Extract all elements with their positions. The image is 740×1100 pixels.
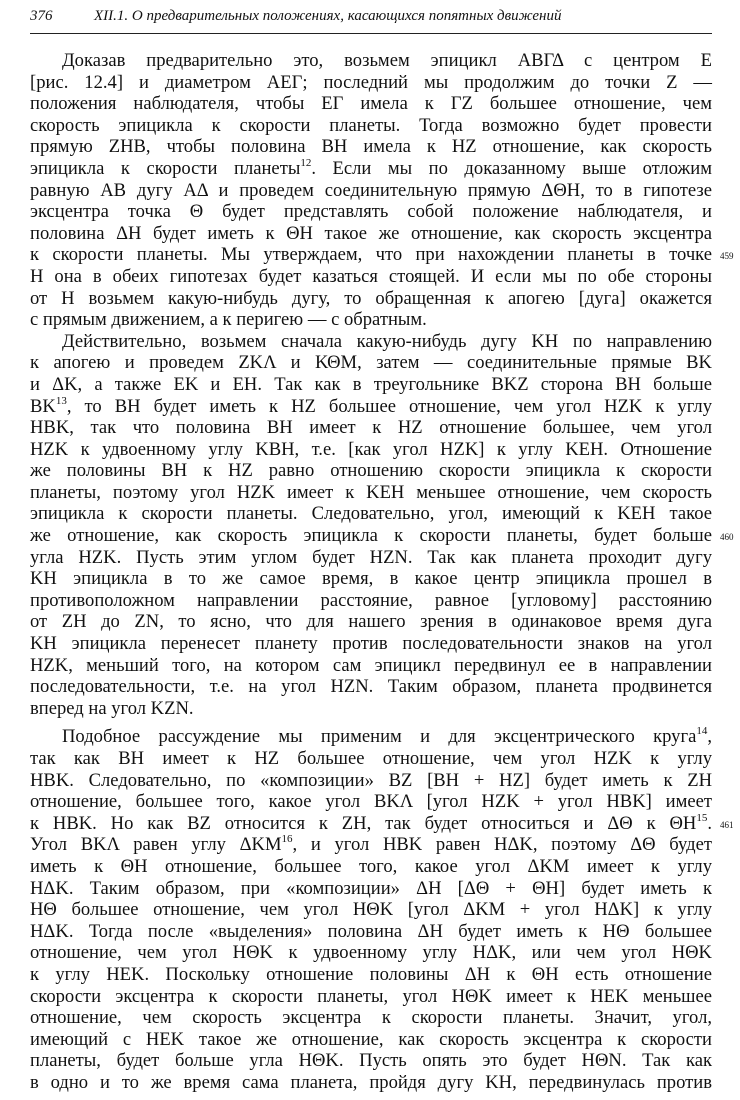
text-line: Доказав предварительно это, возьмем эпицикл ΑΒΓΔ с центром Ε (62, 50, 712, 71)
text-line: равную ΑΒ дугу ΑΔ и проведем соединительную прямую ΔΘΗ, то в гипотезе (30, 179, 712, 201)
text-line: к углу ΗΕΚ. Поскольку отношение половины ΔΗ к ΘΗ есть отношение (30, 963, 712, 985)
header-rule (30, 33, 712, 34)
footnote-ref: 13 (55, 394, 67, 407)
margin-number-461: 461 (720, 819, 734, 830)
text-line: ΗΔΚ. Таким образом, при «композиции» ΔΗ [ΔΘ + ΘΗ] будет иметь к (30, 877, 712, 899)
text-line: же отношение, как скорость эпицикла к скорости планеты, будет больше 460 (30, 525, 712, 547)
text-line: противоположном направлении расстояние, равное [угловому] расстоянию (30, 589, 712, 611)
paragraph-3 (30, 725, 734, 1093)
text-line: ΗΘ большее отношение, чем угол ΗΘΚ [угол ΔΚΜ + угол ΗΔΚ] к углу (30, 899, 712, 921)
text-line: к ΗΒΚ. Но как ΒΖ относится к ΖΗ, так будет относиться и ΔΘ к ΘΗ$^{15}$. 461 (30, 813, 712, 835)
text-line: от Η возьмем какую-нибудь дугу, то обращенная к апогею [дуга] окажется (30, 287, 712, 309)
text-line: ΚΗ эпицикла в то же самое время, в какое центр эпицикла прошел в (30, 568, 712, 590)
text-line: планеты, будет больше угла ΗΘΚ. Пусть опять это будет ΗΘΝ. Так как (30, 1050, 712, 1072)
footnote-ref: 16 (281, 833, 293, 846)
margin-number-459: 459 (720, 251, 734, 262)
text-line: имеющий с ΗΕΚ такое же отношение, как скорость эксцентра к скорости (30, 1028, 712, 1050)
text-line: планеты, поэтому угол ΗΖΚ имеет к ΚΕΗ меньшее отношение, чем скорость (30, 481, 712, 503)
text-line: иметь к ΘΗ отношение, большее того, какое угол ΔΚΜ имеет к углу (30, 855, 712, 877)
text-line: положения наблюдателя, чтобы ΕΓ имела к ΓΖ большее отношение, чем (30, 93, 712, 115)
text-line: ΗΒΚ. Следовательно, по «композиции» ΒΖ [ΒΗ + ΗΖ] будет иметь к ΖΗ (30, 769, 712, 791)
page-number: 376 (30, 8, 53, 24)
text-line: в одно и то же время сама планета, пройдя дугу ΚΗ, передвинулась против (30, 1071, 712, 1093)
text-line: отношение, чем угол ΗΘΚ к удвоенному углу ΗΔΚ, или чем угол ΗΘΚ (30, 942, 712, 964)
text-line: так как ΒΗ имеет к ΗΖ большее отношение, чем угол ΗΖΚ к углу (30, 748, 712, 769)
text-line: прямую ΖΗΒ, чтобы половина ΒΗ имела к ΗΖ отношение, как скорость (30, 136, 712, 158)
text-line: ΗΔΚ. Тогда после «выделения» половина ΔΗ будет иметь к ΗΘ большее (30, 920, 712, 942)
text-line: ΗΒΚ, так что половина ΒΗ имеет к ΗΖ отношение большее, чем угол (30, 417, 712, 439)
text-line: скорости эксцентра к скорости планеты, угол ΗΘΚ имеет к ΗΕΚ меньшее (30, 985, 712, 1007)
footnote-ref: 12 (300, 156, 312, 169)
running-title: XII.1. О предварительных положениях, касающихся попятных движений (94, 8, 562, 24)
page-body (30, 50, 734, 1094)
text-line: Подобное рассуждение мы применим и для эксцентрического круга$^{14}$, (62, 725, 712, 748)
text-line: эпицикла к скорости планеты. Следовательно, угол, имеющий к ΚΕΗ такое (30, 503, 712, 525)
text-line: эксцентра точка Θ будет представлять собой положение наблюдателя, и (30, 201, 712, 223)
paragraph-2 (30, 330, 734, 720)
paragraph-1 (30, 50, 734, 331)
text-line: с прямым движением, а к перигею — с обратным. (30, 309, 427, 331)
margin-number-460: 460 (720, 532, 734, 543)
footnote-ref: 14 (696, 725, 708, 738)
text-line: вперед на угол ΚΖΝ. (30, 697, 194, 719)
text-line: половина ΔΗ будет иметь к ΘΗ такое же отношение, как скорость эксцентра (30, 222, 712, 244)
text-line: угла ΗΖΚ. Пусть этим углом будет ΗΖΝ. Так как планета проходит дугу (30, 546, 712, 568)
text-line: последовательности, т.е. на угол ΗΖΝ. Таким образом, планета продвинется (30, 676, 712, 698)
text-line: и ΔΚ, а также ΕΚ и ΕΗ. Так как в треугольнике ΒΚΖ сторона ΒΗ больше (30, 373, 712, 395)
text-line: ΒΚ$^{13}$, то ΒΗ будет иметь к ΗΖ большее отношение, чем угол ΗΖΚ к углу (30, 394, 712, 417)
text-line: от ΖΗ до ΖΝ, то ясно, что для нашего зрения в одинаковое время дуга (30, 611, 712, 633)
running-header (30, 6, 712, 32)
text-line: отношение, большее того, какое угол ΒΚΛ [угол ΗΖΚ + угол ΗΒΚ] имеет (30, 791, 712, 813)
footnote-ref: 15 (696, 811, 708, 824)
text-line: к скорости планеты. Мы утверждаем, что при нахождении планеты в точке 459 (30, 244, 712, 266)
text-line: же половины ΒΗ к ΗΖ равно отношению скорости эпицикла к скорости (30, 460, 712, 482)
text-line: Η она в обеих гипотезах будет казаться стоящей. И если мы по обе стороны (30, 265, 712, 287)
text-line: [рис. 12.4] и диаметром ΑΕΓ; последний мы продолжим до точки Ζ — (30, 71, 712, 93)
text-line: Угол ΒΚΛ равен углу ΔΚΜ$^{16}$, и угол ΗΒΚ равен ΗΔΚ, поэтому ΔΘ будет (30, 833, 712, 856)
text-line: скорость эпицикла к скорости планеты. Тогда возможно будет провести (30, 114, 712, 136)
text-line: ΚΗ эпицикла перенесет планету против последовательности знаков на угол (30, 633, 712, 655)
text-line: Действительно, возьмем сначала какую-нибудь дугу ΚΗ по направлению (62, 330, 712, 352)
text-line: ΗΖΚ, меньший того, на котором сам эпицикл передвинул ее в направлении (30, 654, 712, 676)
text-line: к апогею и проведем ΖΚΛ и ΚΘΜ, затем — соединительные прямые ΒΚ (30, 352, 712, 374)
text-line: отношение, чем скорость эксцентра к скорости планеты. Значит, угол, (30, 1007, 712, 1029)
text-line: ΗΖΚ к удвоенному углу ΚΒΗ, т.е. [как угол ΗΖΚ] к углу ΚΕΗ. Отношение (30, 438, 712, 460)
text-line: эпицикла к скорости планеты$^{12}$. Если мы по доказанному выше отложим (30, 156, 712, 179)
